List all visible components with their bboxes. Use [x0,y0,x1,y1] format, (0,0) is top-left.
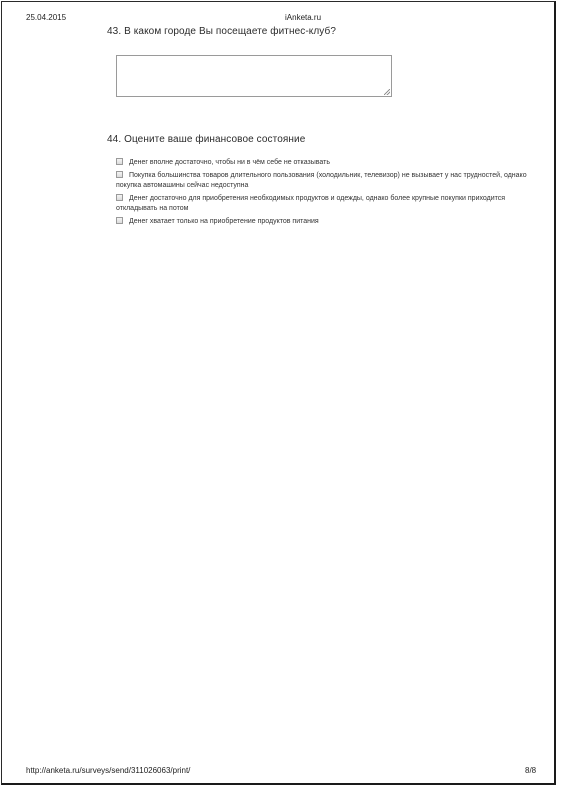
option-label: Денег хватает только на приобретение продуктов питания [129,218,319,225]
city-answer-textarea[interactable] [116,55,392,97]
checkbox-icon[interactable] [116,217,123,224]
financial-option-3 [116,194,536,214]
financial-options-list [116,158,536,230]
checkbox-icon[interactable] [116,171,123,178]
financial-option-2 [116,171,536,191]
option-label: Денег вполне достаточно, чтобы ни в чём себе не отказывать [129,159,331,166]
question-43 [107,26,537,37]
financial-option-4 [116,217,536,227]
resize-grip-icon[interactable] [384,89,390,95]
page-frame [1,1,556,785]
question-44 [107,134,537,145]
question-43-title: 43. В каком городе Вы посещаете фитнес-клуб? [107,26,336,37]
print-date: 25.04.2015 [26,13,67,22]
question-44-title: 44. Оцените ваше финансовое состояние [107,134,306,145]
option-label: Покупка большинства товаров длительного пользования (холодильник, телевизор) не вызывает у нас трудностей, однако покупка автомашины сейчас недоступна [116,172,527,189]
financial-option-1 [116,158,536,168]
checkbox-icon[interactable] [116,158,123,165]
page-number: 8/8 [525,766,537,775]
checkbox-icon[interactable] [116,194,123,201]
option-label: Денег достаточно для приобретения необходимых продуктов и одежды, однако более крупные покупки приходится откладывать на потом [116,195,506,212]
print-site-title: iAnketa.ru [285,13,322,22]
print-url: http://anketa.ru/surveys/send/311026063/print/ [26,766,191,775]
